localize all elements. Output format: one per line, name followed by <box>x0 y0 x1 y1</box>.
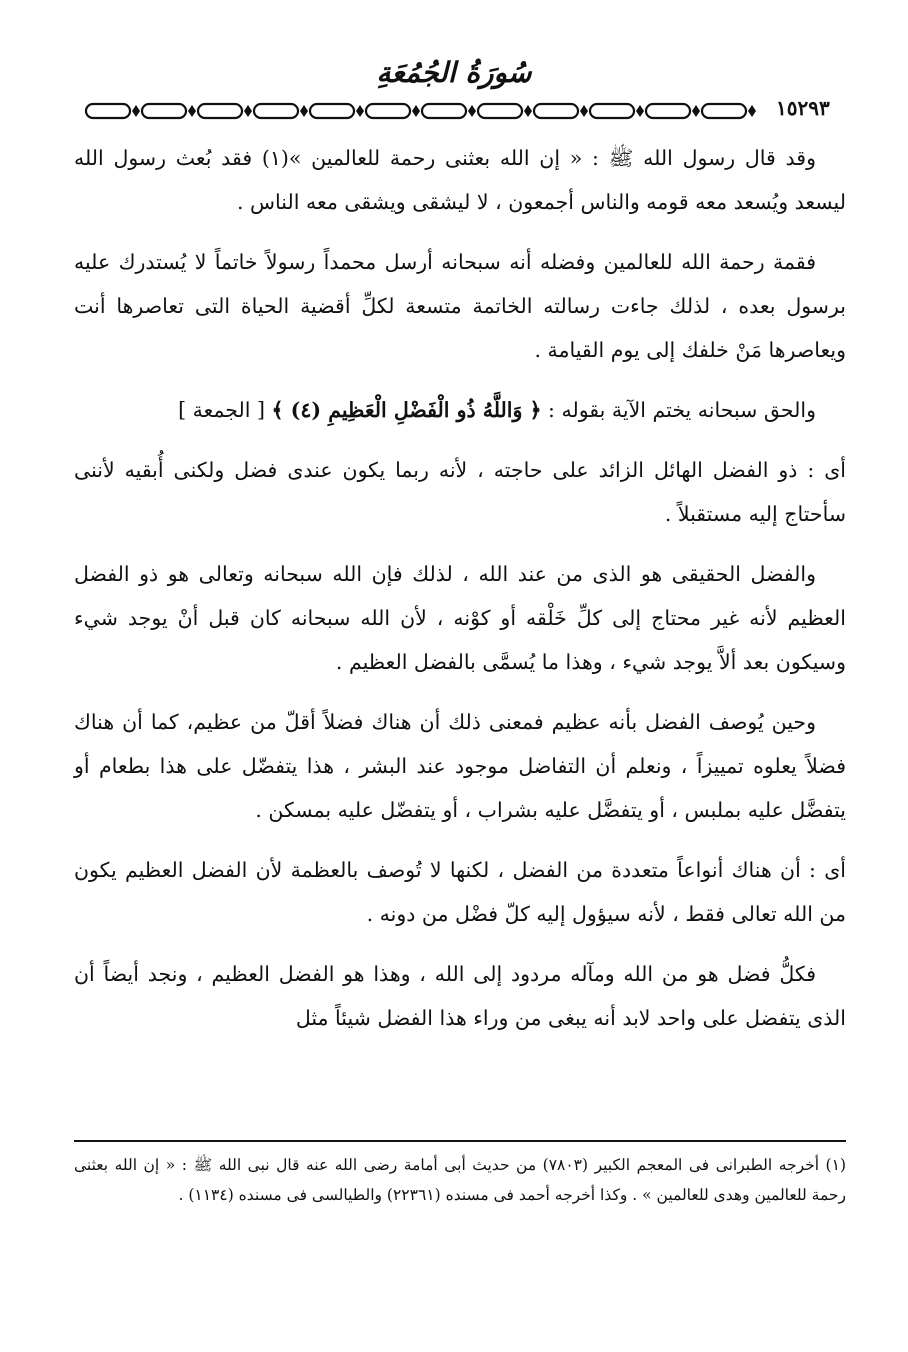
paragraph-2: فقمة رحمة الله للعالمين وفضله أنه سبحانه أرسل محمداً رسولاً خاتماً لا يُستدرك عليه برسول بعده ، لذلك جاءت رسالته الخاتمة متسعة لكلِّ أقضية الحياة التى تعاصرها أنت ويعاصرها مَنْ خلفك إلى يوم القيامة . <box>74 250 846 362</box>
paragraph-4: أى : ذو الفضل الهائل الزائد على حاجته ، لأنه ربما يكون عندى فضل ولكنى أُبقيه لأننى سأحتاج إليه مستقبلاً . <box>74 458 846 526</box>
paragraph-5: والفضل الحقيقى هو الذى من عند الله ، لذلك فإن الله سبحانه وتعالى هو ذو الفضل العظيم لأنه غير محتاج إلى كلِّ خَلْقه أو كوْنه ، لأن الله سبحانه كان قبل أنْ يوجد شيء وسيكون بعد ألاَّ يوجد شيء ، وهذا ما يُسمَّى بالفضل العظيم . <box>74 562 846 674</box>
footnote-1: (١) أخرجه الطبرانى فى المعجم الكبير (٧٨٠٣) من حديث أبى أمامة رضى الله عنه قال نبى الله ﷺ : « إن الله بعثنى رحمة للعالمين وهدى للعالمين » . وكذا أخرجه أحمد فى مسنده (٢٢٣٦١) والطيالسى فى مسنده (١١٣٤) . <box>74 1156 846 1204</box>
paragraph-3-intro: والحق سبحانه يختم الآية بقوله : <box>541 398 816 422</box>
paragraph-3 <box>74 388 846 432</box>
quran-verse: ﴿ وَاللَّهُ ذُو الْفَضْلِ الْعَظِيمِ (٤) ﴾ <box>271 398 542 422</box>
surah-title: سُورَةُ الجُمُعَةِ <box>376 56 532 89</box>
paragraph-8: فكلُّ فضل هو من الله ومآله مردود إلى الله ، وهذا هو الفضل العظيم ، ونجد أيضاً أن الذى يتفضل على واحد لابد أنه يبغى من وراء هذا الفضل شيئاً مثل <box>74 962 846 1030</box>
page-number: ١٥٢٩٣ <box>776 96 830 120</box>
verse-reference: [ الجمعة ] <box>178 398 272 422</box>
paragraph-6: وحين يُوصف الفضل بأنه عظيم فمعنى ذلك أن هناك فضلاً أقلّ من عظيم، كما أن هناك فضلاً يعلوه تمييزاً ، ونعلم أن التفاضل موجود عند البشر ، هذا يتفضّل على هذا بطعام أو يتفضَّل عليه بملبس ، أو يتفضَّل عليه بشراب ، أو يتفضّل عليه بمسكن . <box>74 710 846 822</box>
paragraph-7: أى : أن هناك أنواعاً متعددة من الفضل ، لكنها لا تُوصف بالعظمة لأن الفضل العظيم يكون من الله تعالى فقط ، لأنه سيؤول إليه كلّ فضْل من دونه . <box>74 858 846 926</box>
footnote-divider <box>74 1140 846 1142</box>
footnotes <box>74 1150 846 1210</box>
ornamental-border <box>80 98 780 124</box>
paragraph-1: وقد قال رسول الله ﷺ : « إن الله بعثنى رحمة للعالمين »(١) فقد بُعث رسول الله ليسعد ويُسعد معه قومه والناس أجمعون ، لا ليشقى ويشقى معه الناس . <box>74 146 846 214</box>
main-text <box>74 136 846 1056</box>
